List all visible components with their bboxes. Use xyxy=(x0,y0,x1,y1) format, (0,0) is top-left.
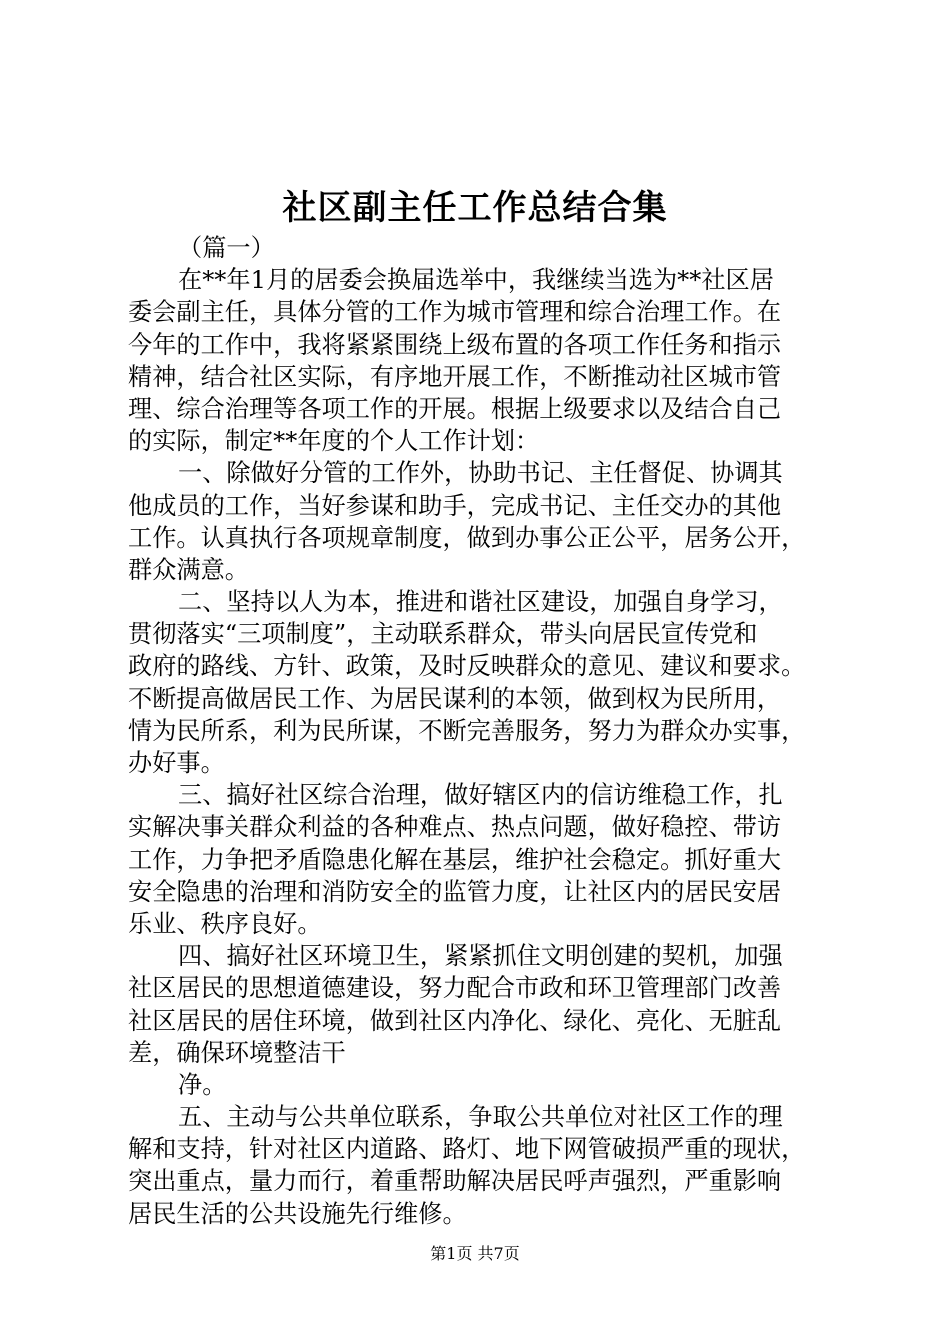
text-line: 差，确保环境整洁干 xyxy=(128,1038,346,1067)
text-line: 工作，力争把矛盾隐患化解在基层，维护社会稳定。抓好重大 xyxy=(128,845,782,874)
page-footer: 第1页 共7页 xyxy=(430,1244,520,1263)
text-line: 不断提高做居民工作、为居民谋利的本领，做到权为民所用， xyxy=(128,684,782,713)
text-line: 情为民所系，利为民所谋，不断完善服务，努力为群众办实事， xyxy=(128,716,806,745)
text-line: 贯彻落实“三项制度”，主动联系群众，带头向居民宣传党和 xyxy=(128,620,758,649)
text-line: 政府的路线、方针、政策，及时反映群众的意见、建议和要求。 xyxy=(128,652,806,681)
text-line: 三、搞好社区综合治理，做好辖区内的信访维稳工作，扎 xyxy=(178,781,783,810)
page-title: 社区副主任工作总结合集 xyxy=(282,188,668,228)
text-line: 解和支持，针对社区内道路、路灯、地下网管破损严重的现状， xyxy=(128,1135,806,1164)
text-line: （篇一） xyxy=(178,234,275,262)
text-line: 在**年1月的居委会换届选举中，我继续当选为**社区居 xyxy=(178,266,774,295)
text-line: 精神，结合社区实际，有序地开展工作，不断推动社区城市管 xyxy=(128,362,782,391)
text-line: 四、搞好社区环境卫生，紧紧抓住文明创建的契机，加强 xyxy=(178,942,783,971)
text-line: 工作。认真执行各项规章制度，做到办事公正公平，居务公开， xyxy=(128,523,806,552)
document-body xyxy=(128,232,834,1230)
text-line: 乐业、秩序良好。 xyxy=(128,909,322,938)
text-line: 社区居民的居住环境，做到社区内净化、绿化、亮化、无脏乱 xyxy=(128,1006,782,1035)
text-line: 二、坚持以人为本，推进和谐社区建设，加强自身学习， xyxy=(178,588,783,617)
text-line: 居民生活的公共设施先行维修。 xyxy=(128,1199,467,1228)
text-line: 办好事。 xyxy=(128,749,225,777)
text-line: 净。 xyxy=(178,1070,227,1099)
text-line: 群众满意。 xyxy=(128,555,249,584)
text-line: 理、综合治理等各项工作的开展。根据上级要求以及结合自己 xyxy=(128,394,782,423)
text-line: 安全隐患的治理和消防安全的监管力度，让社区内的居民安居 xyxy=(128,877,782,906)
text-line: 实解决事关群众利益的各种难点、热点问题，做好稳控、带访 xyxy=(128,813,782,842)
text-line: 他成员的工作，当好参谋和助手，完成书记、主任交办的其他 xyxy=(128,491,782,520)
text-line: 委会副主任，具体分管的工作为城市管理和综合治理工作。在 xyxy=(128,298,782,327)
text-line: 一、除做好分管的工作外，协助书记、主任督促、协调其 xyxy=(178,459,783,488)
text-line: 突出重点，量力而行，着重帮助解决居民呼声强烈，严重影响 xyxy=(128,1167,782,1196)
text-line: 五、主动与公共单位联系，争取公共单位对社区工作的理 xyxy=(178,1103,783,1132)
text-line: 社区居民的思想道德建设，努力配合市政和环卫管理部门改善 xyxy=(128,974,782,1003)
text-line: 的实际，制定**年度的个人工作计划： xyxy=(128,427,540,456)
text-line: 今年的工作中，我将紧紧围绕上级布置的各项工作任务和指示 xyxy=(128,330,782,359)
